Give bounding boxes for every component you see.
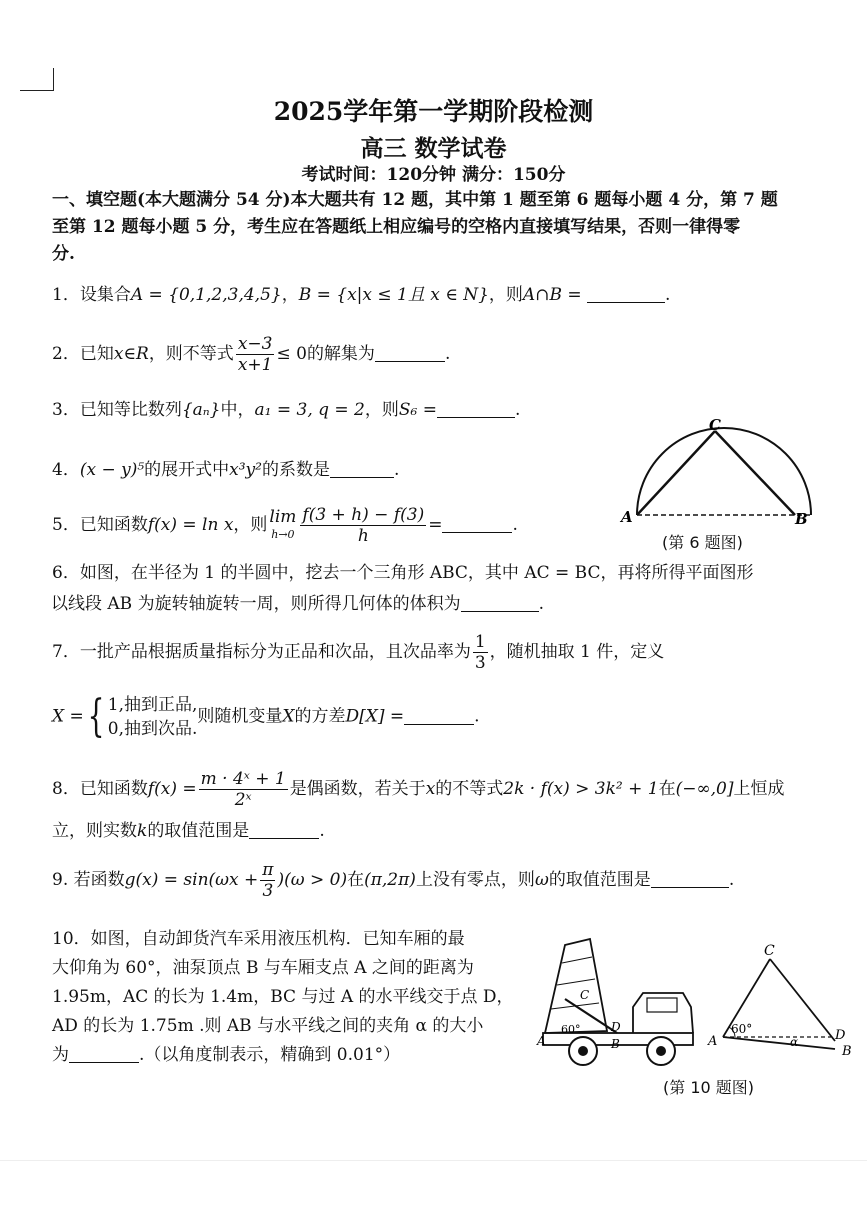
q5-mid: ，则 bbox=[233, 515, 268, 535]
question-10 bbox=[52, 925, 514, 1070]
fig6-label-a: A bbox=[621, 508, 633, 526]
q7-line-2-mid: 则随机变量 bbox=[197, 706, 283, 727]
q5-numerator: f(3 + h) − f(3) bbox=[302, 505, 425, 525]
q2-mid: ，则不等式 bbox=[148, 344, 234, 364]
fig10-tri-alpha: α bbox=[790, 1035, 799, 1049]
q7-expr: D[X] = bbox=[345, 706, 405, 727]
question-7-definition bbox=[52, 693, 480, 741]
q8-post: 上恒成 bbox=[733, 779, 785, 799]
fig10-front-hub bbox=[656, 1046, 666, 1056]
question-1 bbox=[52, 281, 670, 309]
q9-answer-blank[interactable] bbox=[651, 869, 729, 888]
fig10-tri-label-c: C bbox=[764, 943, 775, 959]
q5-func: f(x) = ln x bbox=[147, 515, 234, 535]
q1-mid: ， bbox=[281, 285, 299, 305]
q3-mid: 中， bbox=[220, 400, 255, 420]
q5-lim: lim bbox=[269, 506, 297, 527]
section-intro-line-1: 一、填空题(本大题满分 54 分)本大题共有 12 题，其中第 1 题至第 6 题每小题 4 分，第 7 题 bbox=[52, 190, 778, 210]
question-4 bbox=[52, 456, 399, 484]
q6-end: . bbox=[538, 594, 544, 614]
fig10-truck-angle: 60° bbox=[561, 1023, 581, 1036]
q4-term: x³y² bbox=[229, 460, 262, 480]
q9-post2: 的取值范围是 bbox=[548, 870, 651, 890]
q10-line-3: 1.95m，AC 的长为 1.4m，BC 与过 A 的水平线交于点 D， bbox=[52, 987, 514, 1007]
question-6 bbox=[52, 559, 754, 618]
q8-denominator: 2ˣ bbox=[234, 790, 252, 810]
q2-denominator: x+1 bbox=[237, 355, 273, 375]
q3-post: ，则 bbox=[364, 400, 399, 420]
q7-line-2-post: 的方差 bbox=[294, 706, 346, 727]
q8-fraction bbox=[199, 769, 288, 810]
q7-x-eq: X = bbox=[52, 706, 84, 727]
q9-var: ω bbox=[534, 870, 549, 890]
q8-interval: (−∞,0] bbox=[675, 779, 734, 799]
q7-denominator: 3 bbox=[474, 653, 486, 673]
question-7 bbox=[52, 632, 664, 673]
q8-mid3: 在 bbox=[658, 779, 676, 799]
fig10-cab bbox=[633, 993, 693, 1033]
q5-fraction bbox=[300, 505, 426, 546]
q3-answer-blank[interactable] bbox=[437, 399, 515, 418]
q7-case-1: 1,抽到正品, bbox=[107, 695, 198, 715]
fig10-tri-ab bbox=[723, 1037, 835, 1049]
q7-numerator: 1 bbox=[474, 632, 486, 652]
q9-mid: 在 bbox=[347, 870, 365, 890]
q8-pre: 8．已知函数 bbox=[52, 779, 148, 799]
q1-post: ，则 bbox=[488, 285, 523, 305]
fig10-tri-label-a: A bbox=[708, 1034, 718, 1049]
q5-post: = bbox=[428, 515, 443, 535]
q7-line-1-post: ，随机抽取 1 件，定义 bbox=[489, 642, 665, 662]
q7-end: . bbox=[474, 706, 480, 727]
q5-answer-blank[interactable] bbox=[442, 514, 512, 533]
q1-set-a: A = {0,1,2,3,4,5} bbox=[130, 285, 282, 305]
fig10-body-rib bbox=[557, 979, 595, 985]
q8-var-k: k bbox=[137, 821, 148, 841]
q10-line-1: 10．如图，自动卸货汽车采用液压机构．已知车厢的最 bbox=[52, 929, 465, 949]
q2-fraction bbox=[236, 334, 275, 375]
q3-pre: 3．已知等比数列 bbox=[52, 400, 182, 420]
q7-var: X bbox=[282, 706, 295, 727]
question-5 bbox=[52, 505, 518, 546]
exam-meta: 考试时间：120分钟 满分：150分 bbox=[301, 165, 566, 185]
q2-pre: 2．已知 bbox=[52, 344, 114, 364]
q6-line-1: 6．如图，在半径为 1 的半圆中，挖去一个三角形 ABC，其中 AC = BC，再将所得平面图形 bbox=[52, 563, 754, 583]
page-footer-rule bbox=[0, 1160, 867, 1161]
q10-line-2: 大仰角为 60°，油泵顶点 B 与车厢支点 A 之间的距离为 bbox=[52, 958, 474, 978]
q3-seq: {aₙ} bbox=[181, 400, 221, 420]
q10-answer-blank[interactable] bbox=[69, 1044, 139, 1063]
q3-given: a₁ = 3, q = 2 bbox=[254, 400, 365, 420]
fig10-truck-label-d: D bbox=[611, 1020, 621, 1034]
q7-answer-blank[interactable] bbox=[404, 706, 474, 725]
q9-func: g(x) = sin(ωx + bbox=[124, 870, 259, 890]
q4-end: . bbox=[393, 460, 400, 480]
q2-end: . bbox=[444, 344, 451, 364]
fig10-tri-label-b: B bbox=[842, 1044, 852, 1059]
corner-crop-mark bbox=[20, 68, 54, 91]
q7-case-2: 0,抽到次品. bbox=[107, 719, 198, 739]
fig10-tri-angle: 60° bbox=[731, 1022, 753, 1036]
q9-numerator: π bbox=[262, 860, 274, 880]
q9-end: . bbox=[728, 870, 735, 890]
q9-fraction bbox=[260, 860, 275, 901]
q3-end: . bbox=[515, 400, 521, 420]
q8-mid: 是偶函数，若关于 bbox=[289, 779, 426, 799]
fig10-truck-label-b: B bbox=[611, 1037, 620, 1051]
section-intro-line-2: 至第 12 题每小题 5 分，考生应在答题纸上相应编号的空格内直接填写结果，否则一律得零 bbox=[52, 217, 741, 237]
q4-expr: (x − y)⁵ bbox=[79, 460, 145, 480]
q5-end: . bbox=[512, 515, 518, 535]
q10-line-4: AD 的长为 1.75m .则 AB 与水平线之间的夹角 α 的大小 bbox=[52, 1016, 484, 1036]
section-intro-line-3: 分. bbox=[52, 244, 75, 264]
fig10-body-rib bbox=[562, 957, 592, 963]
q1-expr: A∩B = bbox=[522, 285, 582, 305]
q4-answer-blank[interactable] bbox=[330, 459, 394, 478]
q1-end: . bbox=[665, 285, 671, 305]
q8-line-2: 立，则实数 bbox=[52, 821, 137, 841]
question-8 bbox=[52, 769, 785, 810]
fig10-rear-hub bbox=[578, 1046, 588, 1056]
q4-pre: 4． bbox=[52, 460, 80, 480]
q8-numerator: m · 4ˣ + 1 bbox=[200, 769, 286, 789]
exam-subtitle: 高三 数学试卷 bbox=[360, 135, 507, 162]
exam-title: 2025学年第一学期阶段检测 bbox=[273, 97, 594, 126]
q8-end: . bbox=[319, 821, 325, 841]
question-8-line-2 bbox=[52, 817, 325, 845]
fig6-side-bc bbox=[715, 431, 795, 515]
q9-pre: 9. 若函数 bbox=[52, 870, 125, 890]
section-instructions bbox=[52, 187, 842, 268]
q10-line-5-post: .（以角度制表示，精确到 0.01°） bbox=[139, 1045, 401, 1065]
question-2 bbox=[52, 334, 450, 375]
q8-line-2-post: 的取值范围是 bbox=[147, 821, 250, 841]
question-9 bbox=[52, 860, 734, 901]
q6-answer-blank[interactable] bbox=[461, 593, 539, 612]
q8-mid2: 的不等式 bbox=[435, 779, 504, 799]
q2-relation: ≤ 0 bbox=[276, 344, 307, 364]
q2-numerator: x−3 bbox=[237, 334, 273, 354]
q3-expr: S₆ = bbox=[398, 400, 437, 420]
q8-var: x bbox=[425, 779, 436, 799]
q1-pre: 1．设集合 bbox=[52, 285, 131, 305]
q9-post: 上没有零点，则 bbox=[415, 870, 535, 890]
fig10-truck-label-a: A bbox=[537, 1034, 546, 1048]
q8-func: f(x) = bbox=[147, 779, 197, 799]
q5-denominator: h bbox=[357, 526, 369, 546]
q7-line-1-pre: 7．一批产品根据质量指标分为正品和次品，且次品率为 bbox=[52, 642, 471, 662]
q9-interval: (π,2π) bbox=[364, 870, 416, 890]
figure-10-caption: (第 10 题图) bbox=[663, 1078, 755, 1097]
q7-cases bbox=[108, 693, 198, 741]
q1-answer-blank[interactable] bbox=[587, 284, 665, 303]
fig10-tri-label-d: D bbox=[835, 1028, 846, 1043]
q4-post: 的系数是 bbox=[261, 460, 330, 480]
q9-func-tail: )(ω > 0) bbox=[277, 870, 348, 890]
q4-mid: 的展开式中 bbox=[144, 460, 230, 480]
q5-pre: 5．已知函数 bbox=[52, 515, 148, 535]
q5-lim-sub: h→0 bbox=[271, 527, 295, 541]
question-3 bbox=[52, 396, 520, 424]
q7-brace: { bbox=[87, 691, 105, 742]
fig10-truck-label-c: C bbox=[580, 988, 590, 1002]
q2-cond: x∈R bbox=[113, 344, 149, 364]
fig6-label-c: C bbox=[709, 418, 721, 434]
q5-limit bbox=[269, 508, 296, 544]
fig10-cab-window bbox=[647, 998, 677, 1012]
figure-6-caption: (第 6 题图) bbox=[662, 533, 743, 552]
q2-answer-blank[interactable] bbox=[375, 343, 445, 362]
figure-6-semicircle bbox=[615, 418, 815, 528]
fig10-dump-body bbox=[545, 939, 607, 1033]
q1-set-b: B = {x|x ≤ 1且 x ∈ N} bbox=[298, 285, 489, 305]
q10-line-5-pre: 为 bbox=[52, 1045, 69, 1065]
q6-line-2: 以线段 AB 为旋转轴旋转一周，则所得几何体的体积为 bbox=[51, 594, 461, 614]
fig6-label-b: B bbox=[795, 510, 808, 528]
fig10-tri-cb bbox=[770, 959, 835, 1041]
figure-10-truck bbox=[535, 935, 855, 1070]
q9-denominator: 3 bbox=[262, 881, 274, 901]
q2-post: 的解集为 bbox=[306, 344, 375, 364]
q7-fraction bbox=[473, 632, 488, 673]
q8-inequality: 2k · f(x) > 3k² + 1 bbox=[503, 779, 659, 799]
q8-answer-blank[interactable] bbox=[249, 820, 319, 839]
